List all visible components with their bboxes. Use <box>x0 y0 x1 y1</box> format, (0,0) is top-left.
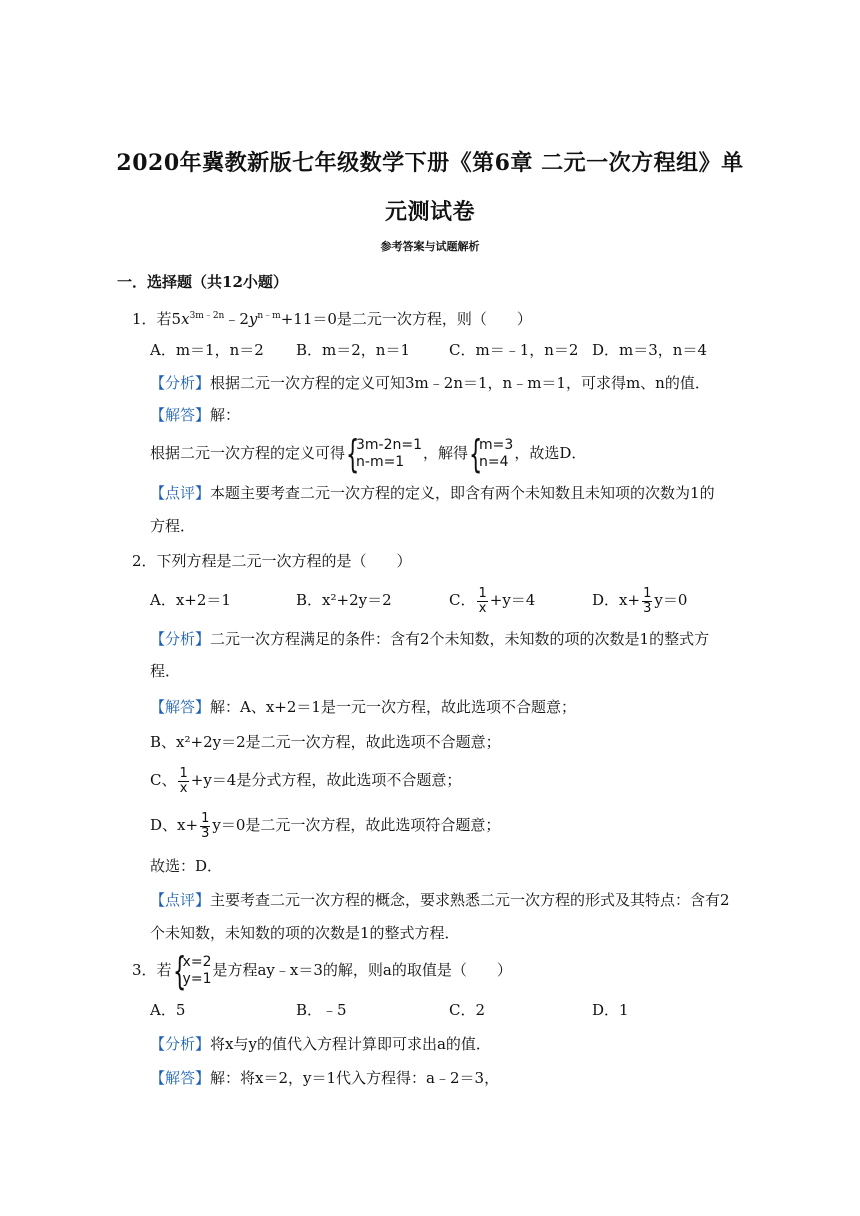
analysis-tag: 【分析】 <box>150 630 211 648</box>
answer-tag: 【解答】 <box>150 698 211 716</box>
fraction-numerator: 1 <box>201 810 210 826</box>
q2-analysis <box>150 629 709 649</box>
q2-option-c-label: C． <box>449 591 476 609</box>
q1-option-a: A．m＝1，n＝2 <box>150 341 264 359</box>
analysis-tag: 【分析】 <box>150 374 211 392</box>
q1-exponent-2: n﹣m <box>257 311 281 321</box>
q3-option-c: C．2 <box>449 1001 486 1019</box>
q1-answer-body <box>150 432 587 476</box>
analysis-tag: 【分析】 <box>150 1035 211 1053</box>
fraction-denominator: 3 <box>201 825 210 841</box>
q2-answer-e: 故选：D． <box>150 857 223 875</box>
q2-answer-a <box>150 697 576 717</box>
q1-answer-head <box>150 405 240 425</box>
system-row: n=4 <box>479 454 509 470</box>
q1-answer-text: 根据二元一次方程的定义可得 <box>150 444 346 462</box>
system-row: y=1 <box>182 971 212 987</box>
q3-stem-part: 是方程ay﹣x＝3的解，则a的取值是（ ） <box>212 961 512 979</box>
system-row: n-m=1 <box>356 454 405 470</box>
q1-equation-system-2: { m=3 n=4 <box>469 432 514 476</box>
fraction-denominator: x <box>179 780 188 796</box>
q2-answer-d-label: D、x+ <box>150 816 199 834</box>
question-3-stem <box>132 949 512 993</box>
q1-option-d: D．m＝3，n＝4 <box>592 341 707 359</box>
title-line-1: 2020年冀教新版七年级数学下册《第6章 二元一次方程组》单 <box>116 150 744 176</box>
q2-answer-text: 解：A、x+2＝1是一元一次方程，故此选项不合题意； <box>210 698 576 716</box>
q2-answer-d-text: y＝0是二元一次方程，故此选项符合题意； <box>212 816 501 834</box>
q2-option-c <box>449 580 535 620</box>
q3-option-d: D．1 <box>592 1001 629 1019</box>
q1-answer-text: ，解得 <box>423 444 469 462</box>
q2-analysis-text: 二元一次方程满足的条件：含有2个未知数，未知数的项的次数是1的整式方 <box>210 630 710 648</box>
answer-tag: 【解答】 <box>150 406 211 424</box>
answer-tag: 【解答】 <box>150 1069 211 1087</box>
q2-option-d-text: y＝0 <box>654 591 688 609</box>
system-row: 3m-2n=1 <box>356 437 423 453</box>
question-2-stem: 2．下列方程是二元一次方程的是（ ） <box>132 552 412 570</box>
system-row: x=2 <box>182 954 212 970</box>
q3-equation-system: { x=2 y=1 <box>172 949 212 993</box>
title-line-2: 元测试卷 <box>384 199 475 225</box>
comment-tag: 【点评】 <box>150 484 211 502</box>
q2-option-d <box>592 580 687 620</box>
fraction-numerator: 1 <box>478 585 487 601</box>
q3-analysis-text: 将x与y的值代入方程计算即可求出a的值． <box>210 1035 491 1053</box>
q3-analysis <box>150 1034 491 1054</box>
fraction-denominator: 3 <box>643 600 652 616</box>
q1-exponent-1: 3m﹣2n <box>189 311 225 321</box>
q2-answer-d <box>150 805 500 845</box>
q1-option-c: C．m＝﹣1，n＝2 <box>449 341 579 359</box>
q2-answer-fraction-d <box>200 812 210 841</box>
q1-comment <box>150 483 715 503</box>
q1-answer-head-text: 解： <box>210 406 241 424</box>
q1-comment-text: 本题主要考查二元一次方程的定义，即含有两个未知数且未知项的次数为1的 <box>210 484 715 502</box>
q1-stem-part: +11＝0是二元一次方程，则（ ） <box>280 310 532 328</box>
question-1-stem: 1．若$5x^{3m﹣2n}﹣2y^{n﹣m}+11=0$是二元一次方程，则（ ） <box>132 310 532 328</box>
q2-comment <box>150 890 730 910</box>
q2-option-c-text: +y＝4 <box>489 591 536 609</box>
q2-fraction-c <box>477 587 487 616</box>
q3-option-b: B．﹣5 <box>296 1001 347 1019</box>
q1-comment-cont: 方程． <box>150 517 196 535</box>
q1-equation-system-1: { 3m-2n=1 n-m=1 <box>346 432 423 476</box>
section-heading: 一．选择题（共12小题） <box>117 273 288 291</box>
q2-answer-fraction-c <box>178 767 188 796</box>
q2-option-b: B．x²+2y＝2 <box>296 591 392 609</box>
q2-answer-c <box>150 760 461 800</box>
q3-answer-text: 解：将x＝2，y＝1代入方程得：a﹣2＝3， <box>210 1069 500 1087</box>
q2-analysis-cont: 程． <box>150 662 181 680</box>
q2-comment-text: 主要考查二元一次方程的概念，要求熟悉二元一次方程的形式及其特点：含有2 <box>210 891 730 909</box>
q1-analysis <box>150 373 710 393</box>
q3-option-a: A．5 <box>150 1001 186 1019</box>
q1-stem-part: 1．若5 <box>132 310 182 328</box>
q3-answer <box>150 1068 499 1088</box>
q2-comment-cont: 个未知数，未知数的项的次数是1的整式方程． <box>150 924 460 942</box>
q2-option-a: A．x+2＝1 <box>150 591 231 609</box>
q2-answer-c-label: C、 <box>150 771 177 789</box>
fraction-numerator: 1 <box>643 585 652 601</box>
fraction-numerator: 1 <box>179 765 188 781</box>
q2-option-d-label: D．x+ <box>592 591 641 609</box>
q2-answer-c-text: +y＝4是分式方程，故此选项不合题意； <box>190 771 462 789</box>
subtitle: 参考答案与试题解析 <box>380 240 480 253</box>
q3-stem-part: 3．若 <box>132 961 172 979</box>
fraction-denominator: x <box>478 600 487 616</box>
system-row: m=3 <box>479 437 514 453</box>
q1-stem-part: ﹣2 <box>224 310 249 328</box>
q1-analysis-text: 根据二元一次方程的定义可知3m﹣2n＝1，n﹣m＝1，可求得m、n的值． <box>210 374 710 392</box>
comment-tag: 【点评】 <box>150 891 211 909</box>
q2-answer-b: B、x²+2y＝2是二元一次方程，故此选项不合题意； <box>150 733 501 751</box>
q1-option-b: B．m＝2，n＝1 <box>296 341 410 359</box>
q2-fraction-d <box>642 587 652 616</box>
q1-answer-text: ，故选D． <box>514 444 587 462</box>
